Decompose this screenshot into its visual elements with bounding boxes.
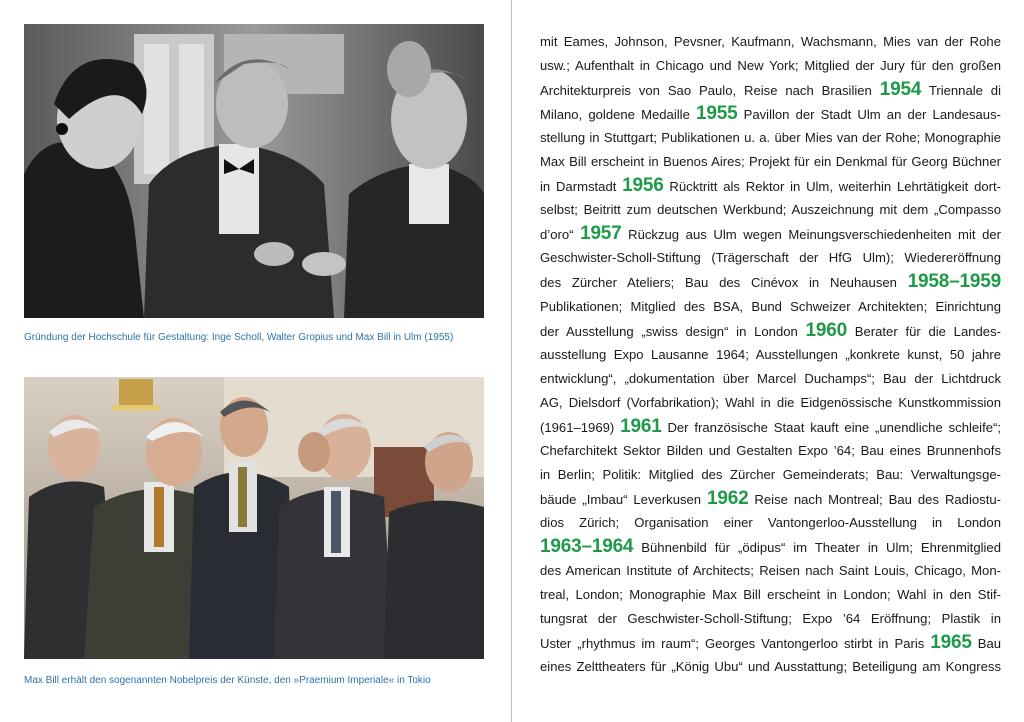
text-line (540, 583, 1001, 607)
text-line (540, 246, 1001, 270)
text-line (540, 607, 1001, 631)
text-segment: Triennale di (921, 83, 1001, 99)
text-line (540, 102, 1001, 126)
text-line (540, 367, 1001, 391)
text-segment: AG, Dielsdorf (Vorfabrikation); Wahl in die Eidgenössische Kunstkommission (540, 394, 1001, 410)
text-line (540, 463, 1001, 487)
text-line (540, 174, 1001, 198)
year-marker: 1961 (620, 415, 662, 437)
text-line (540, 343, 1001, 367)
text-line (540, 391, 1001, 415)
text-segment: Rückzug aus Ulm wegen Meinungsverschiedenheiten mit der (621, 227, 1001, 243)
year-marker: 1957 (580, 223, 622, 245)
text-line (540, 631, 1001, 655)
year-marker: 1963–1964 (540, 535, 634, 557)
photo-caption-bottom: Max Bill erhält den sogenannten Nobelpreis der Künste, den »Praemium Imperiale« in Tokio (24, 675, 431, 686)
year-marker: 1962 (707, 487, 749, 509)
text-segment: stellung in Stuttgart; Publikationen u. a. über Mies van der Rohe; Monographie (540, 130, 1001, 146)
text-line (540, 655, 1001, 679)
text-segment: treal, London; Monographie Max Bill erscheint in London; Wahl in den Stif- (540, 587, 1001, 603)
text-segment: usw.; Aufenthalt in Chicago und New York; Mitglied der Jury für den großen (540, 58, 1001, 74)
text-line (540, 535, 1001, 559)
text-segment: ausstellung Expo Lausanne 1964; Ausstellungen „konkrete kunst, 50 jahre (540, 346, 1001, 362)
text-segment: Uster „rhythmus im raum“; Georges Vantongerloo stirbt in Paris (540, 636, 931, 652)
text-line (540, 295, 1001, 319)
photo-ulm-founding (24, 24, 484, 318)
text-segment: eines Zelttheaters für „König Ubu“ und Ausstattung; Beteiligung am Kongress (540, 659, 1001, 675)
text-segment: selbst; Beitritt zum deutschen Werkbund; Auszeichnung mit dem „Compasso (540, 202, 1001, 218)
text-segment: Architekturpreis von Sao Paulo, Reise nach Brasilien (540, 83, 880, 99)
text-segment: d’oro“ (540, 227, 581, 243)
photo-caption-top: Gründung der Hochschule für Gestaltung: Inge Scholl, Walter Gropius und Max Bill in Ulm (1955) (24, 332, 454, 343)
text-line (540, 511, 1001, 535)
text-segment: Max Bill erscheint in Buenos Aires; Projekt für ein Denkmal für Georg Büchner (540, 154, 1001, 170)
text-segment: Pavillon der Stadt Ulm an der Landesaus- (737, 107, 1001, 123)
text-segment: Geschwister-Scholl-Stiftung (Trägerschaft der HfG Ulm); Wiedereröffnung (540, 250, 1001, 266)
year-marker: 1960 (805, 319, 848, 341)
year-marker: 1965 (930, 632, 972, 654)
text-segment: bäude „Imbau“ Leverkusen (540, 491, 708, 507)
biography-text (540, 30, 1001, 679)
text-line (540, 222, 1001, 246)
text-line (540, 30, 1001, 54)
text-line (540, 78, 1001, 102)
text-line (540, 559, 1001, 583)
left-page (0, 0, 511, 722)
text-segment: Bühnenbild für „ödipus“ im Theater in Ulm; Ehrenmitglied (633, 539, 1001, 555)
text-line (540, 198, 1001, 222)
year-marker: 1955 (696, 103, 738, 125)
text-segment: des Zürcher Ateliers; Bau des Cinévox in Neuhausen (540, 275, 908, 291)
text-segment: (1961–1969) (540, 419, 621, 435)
text-segment: der Ausstellung „swiss design“ in London (540, 323, 806, 339)
text-segment: mit Eames, Johnson, Pevsner, Kaufmann, Wachsmann, Mies van der Rohe (540, 34, 1001, 49)
text-segment: Bau (971, 636, 1002, 652)
text-line (540, 439, 1001, 463)
text-line (540, 487, 1001, 511)
text-segment: des American Institute of Architects; Reisen nach Saint Louis, Chicago, Mon- (540, 563, 1001, 579)
text-segment: dios Zürich; Organisation einer Vantongerloo-Ausstellung in London (540, 514, 1001, 530)
text-line (540, 150, 1001, 174)
year-marker: 1954 (879, 79, 922, 101)
text-segment: Reise nach Montreal; Bau des Radiostu- (748, 491, 1001, 507)
text-line (540, 415, 1001, 439)
text-segment: Berater für die Landes- (847, 323, 1001, 339)
text-line (540, 319, 1001, 343)
year-marker: 1958–1959 (907, 271, 1001, 293)
text-segment: in Darmstadt (540, 179, 623, 195)
photo-praemium-imperiale-image (24, 377, 484, 659)
text-segment: Rücktritt als Rektor in Ulm, weiterhin Lehrtätigkeit dort- (663, 179, 1001, 195)
photo-ulm-founding-image (24, 24, 484, 318)
text-segment: Der französische Staat kauft eine „unendliche schleife“; (661, 419, 1001, 435)
text-segment: tungsrat der Geschwister-Scholl-Stiftung; Expo ’64 Eröffnung; Plastik in (540, 611, 1001, 627)
text-line (540, 126, 1001, 150)
text-segment: entwicklung“, „dokumentation über Marcel Duchamps“; Bau der Lichtdruck (540, 370, 1001, 386)
text-line (540, 270, 1001, 294)
text-segment: Chefarchitekt Sektor Bilden und Gestalten Expo ’64; Bau eines Brunnenhofs (540, 442, 1001, 458)
photo-praemium-imperiale (24, 377, 484, 659)
text-segment: Publikationen; Mitglied des BSA, Bund Schweizer Architekten; Einrichtung (540, 298, 1001, 314)
text-segment: Milano, goldene Medaille (540, 107, 696, 123)
year-marker: 1956 (622, 175, 664, 197)
text-line (540, 54, 1001, 78)
text-segment: in Berlin; Politik: Mitglied des Zürcher Gemeinderats; Bau: Verwaltungsge- (540, 466, 1001, 482)
